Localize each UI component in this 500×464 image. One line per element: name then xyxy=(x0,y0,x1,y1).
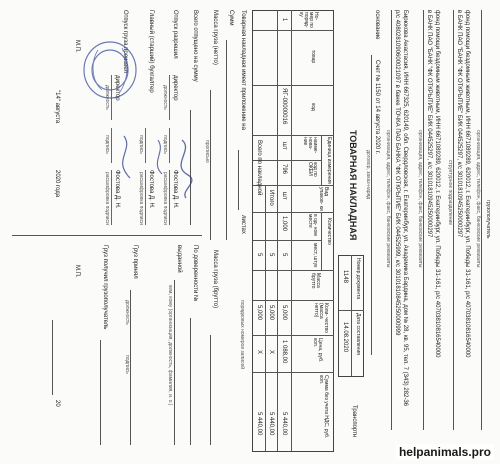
accountant-label: Главный (старший) бухгалтер xyxy=(148,10,154,93)
released-total-label: Всего отпущено на сумму xyxy=(192,10,198,82)
attachment-text: Товарная накладная имеет приложение на xyxy=(240,10,246,130)
supplier-bank: в БАНК ПАО "БАНК "ФК ОТКРЫТИЕ" БИК 044525297, к/с 30101810945250000297 xyxy=(456,10,462,238)
document-title: ТОВАРНАЯ НАКЛАДНАЯ xyxy=(348,130,358,241)
number-header: Номер документа xyxy=(355,258,361,300)
org-caption-1: организация, адрес, телефон, факс, банковские реквизиты xyxy=(475,130,481,268)
consignor-bank: р/с 4080281090600021097 в банке ТОЧКА ПАО БАНКА "ФК ОТКРЫТИЕ" БИК 044525999, к/с 30101810845250000999 xyxy=(394,10,400,336)
position-caption-2: должность xyxy=(104,85,110,110)
grand-places: 5 xyxy=(256,253,262,257)
released-by-name: Фостова Д. Н. xyxy=(114,170,120,209)
permitted-position: директор xyxy=(172,75,178,101)
row-number: 1 xyxy=(281,18,287,22)
col-code-header: код xyxy=(310,103,316,111)
proxy-label: По доверенности № xyxy=(192,245,198,302)
permitted-label: Отпуск разрешил xyxy=(172,10,178,59)
document-date: 14.08.2020 xyxy=(342,322,348,353)
col-price-header: Цена, руб. коп. xyxy=(312,338,323,363)
row-unit: шт xyxy=(281,142,287,150)
year-short: 20 xyxy=(54,400,60,407)
grand-total-label: Всего по накладной xyxy=(256,140,262,196)
consignor-line: Бирюкова Анастасия, ИНН 667325, 620149, обл. Свердловская, г. Екатеринбург, ул. Академика Бардина, дом № 28, кв. 95, тел. 7 (343) 282-36 xyxy=(402,10,408,407)
grand-x: X xyxy=(256,350,262,355)
total-net: 5,000 xyxy=(268,305,274,321)
basis-label: основание xyxy=(374,10,380,40)
transport-label: Транспортн xyxy=(351,405,357,438)
grand-net: 5,000 xyxy=(256,305,262,321)
who-issued-caption: кем, кому (организация, должность, фамилия, и. о.) xyxy=(167,285,173,406)
sum-text: Сумм xyxy=(228,10,234,26)
signature-caption-3: подпись xyxy=(104,135,110,154)
decode-caption-3: расшифровка подписи xyxy=(104,172,110,225)
payer-bank: в БАНК ПАО "БАНК "ФК ОТКРЫТИЕ" БИК 044525297, к/с 30101810945250000297 xyxy=(426,10,432,238)
issued-label: выданной xyxy=(176,245,182,273)
col-places-header: мест, штук xyxy=(312,243,318,268)
org-caption-3: организация, адрес, телефон, факс, банковские реквизиты xyxy=(385,130,391,268)
row-in-one: 1,000 xyxy=(281,216,287,232)
col-unit-okei-header: код по ОКЕИ xyxy=(307,162,318,177)
col-gross-header: Масса брутто xyxy=(310,273,321,289)
released-by-position: директор xyxy=(114,75,120,101)
row-okei: 796 xyxy=(281,164,287,175)
consignee-label: грузополучатель xyxy=(485,200,491,239)
mp-left: М.П. xyxy=(74,40,80,53)
col-unit-group-header: Единица измерения xyxy=(326,137,332,184)
date-header: Дата составления xyxy=(355,313,361,355)
watermark: helpanimals.pro xyxy=(396,444,494,460)
row-price: 1 088,00 xyxy=(281,340,287,364)
org-caption-2: организация, адрес, телефон, факс, банковские реквизиты xyxy=(417,130,423,268)
signature-caption-1: подпись xyxy=(162,135,168,154)
position-caption-1: должность xyxy=(162,85,168,110)
accountant-name: Фостова Д. Н. xyxy=(148,170,154,209)
total-x: X xyxy=(268,350,274,355)
basis-caption: договор, заказ-наряд xyxy=(365,150,371,200)
signature-caption-4: подпись xyxy=(124,355,130,374)
total-places: 5 xyxy=(268,253,274,257)
row-pack: шт xyxy=(281,192,287,200)
col-unit-name-header: наиме- нова- ние xyxy=(302,137,318,154)
date-day: "14" августа xyxy=(54,90,60,124)
row-places: 5 xyxy=(281,253,287,257)
total-label: Итого xyxy=(268,190,274,206)
decode-caption-2: расшифровка подписи xyxy=(138,172,144,225)
row-sum: 5 440,00 xyxy=(281,412,287,436)
mp-right: М.П. xyxy=(74,265,80,278)
document-number: 1148 xyxy=(342,270,348,283)
released-by-label: Отпуск груза произвел xyxy=(122,10,128,73)
col-product-header: товар xyxy=(310,50,316,64)
row-net: 5,000 xyxy=(281,305,287,321)
sheets-label: листах xyxy=(240,215,246,234)
decode-caption-1: расшифровка подписи xyxy=(162,172,168,225)
cargo-accepted-label: Груз принял xyxy=(132,245,138,279)
gross-mass-label: Масса груза (брутто) xyxy=(212,250,218,309)
col-net-header: Коли- чество (масса нетто) xyxy=(313,303,329,333)
col-num-header: Но- мер по поряд- ку xyxy=(298,12,319,28)
col-in-one-header: в од- ном месте xyxy=(307,214,318,236)
col-qty-group-header: Количество xyxy=(326,218,332,245)
net-mass-label: Масса груза (нетто) xyxy=(212,10,218,65)
division-caption: структурное подразделение xyxy=(447,160,453,226)
basis-value: Счет № 1150 от 14 августа 2020 г. xyxy=(374,60,380,155)
date-year: 2020 года xyxy=(54,170,60,198)
payer-line: фонд помощи бездомным животным, ИНН 6671089289, 620012, г. Екатеринбург, ул. Победы 31-161, р/с 40703810816540000 xyxy=(434,10,440,358)
position-caption-3: должность xyxy=(124,300,130,325)
row-code: ЯГ-00000016 xyxy=(281,88,287,125)
total-sum: 5 440,00 xyxy=(268,412,274,436)
signature-caption-2: подпись xyxy=(138,135,144,154)
supplier-line: фонд помощи бездомным животным, ИНН 6671089289, 620012, г. Екатеринбург, ул. Победы 31-161, р/с 40703810816540000 xyxy=(464,10,470,358)
permitted-name: Фостова Д. Н. xyxy=(172,170,178,209)
cargo-received-label: Груз получил грузополучатель xyxy=(102,245,108,330)
col-sum-header: Сумма без учета НДС, руб. коп. xyxy=(318,375,329,439)
grand-sum: 5 440,00 xyxy=(256,412,262,436)
serial-caption: порядковых номеров записей xyxy=(239,300,245,370)
col-pack-type-header: Вид упаков- ки xyxy=(318,187,329,211)
in-words-1: прописью xyxy=(204,140,210,163)
